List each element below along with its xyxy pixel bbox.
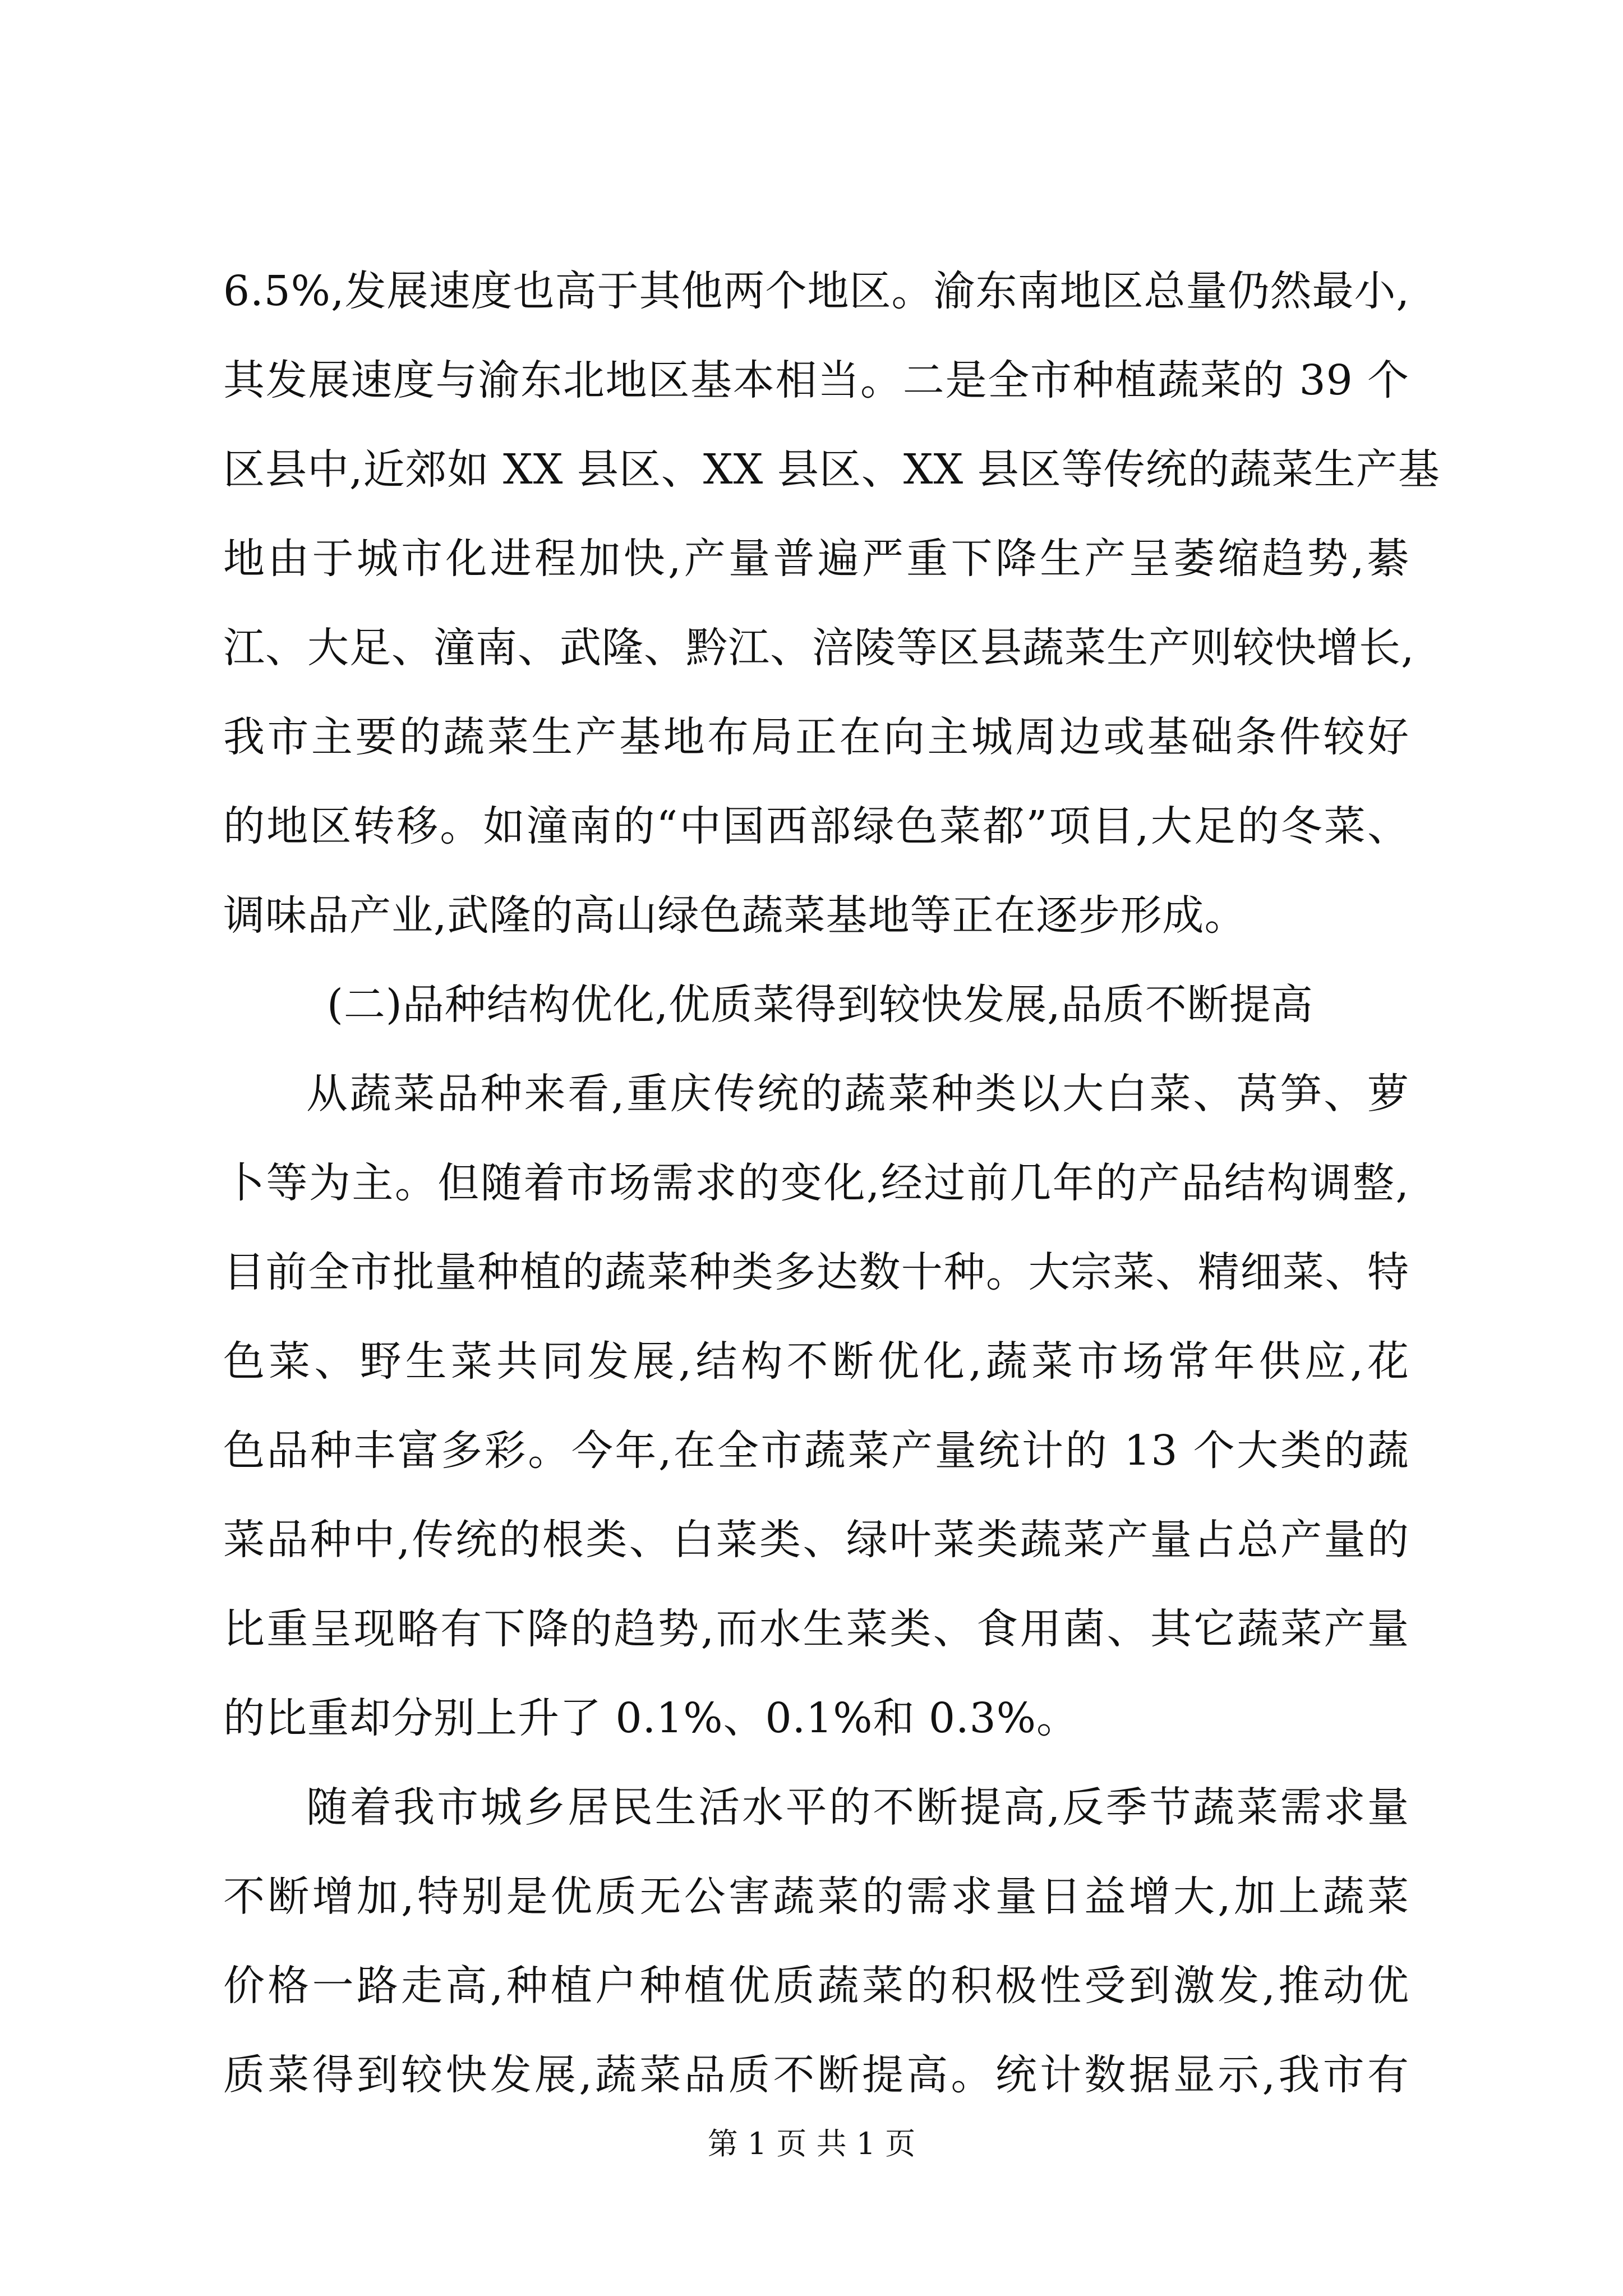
text-line: 随着我市城乡居民生活水平的不断提高,反季节蔬菜需求量 <box>306 1783 1409 1832</box>
text-line: 色菜、野生菜共同发展,结构不断优化,蔬菜市场常年供应,花 <box>223 1337 1409 1386</box>
text-line: 的地区转移。如潼南的“中国西部绿色菜都”项目,大足的冬菜、 <box>223 802 1409 850</box>
text-line: 的比重却分别上升了 0.1%、0.1%和 0.3%。 <box>223 1694 1079 1742</box>
text-line: 菜品种中,传统的根类、白菜类、绿叶菜类蔬菜产量占总产量的 <box>223 1516 1409 1564</box>
text-line: 我市主要的蔬菜生产基地布局正在向主城周边或基础条件较好 <box>223 713 1409 761</box>
text-line: 目前全市批量种植的蔬菜种类多达数十种。大宗菜、精细菜、特 <box>223 1248 1409 1296</box>
text-line: 江、大足、潼南、武隆、黔江、涪陵等区县蔬菜生产则较快增长, <box>223 624 1415 672</box>
text-line: 价格一路走高,种植户种植优质蔬菜的积极性受到激发,推动优 <box>223 1962 1409 2010</box>
text-line: 比重呈现略有下降的趋势,而水生菜类、食用菌、其它蔬菜产量 <box>223 1605 1409 1653</box>
text-line: 其发展速度与渝东北地区基本相当。二是全市种植蔬菜的 39 个 <box>223 356 1409 404</box>
text-line: 地由于城市化进程加快,产量普遍严重下降生产呈萎缩趋势,綦 <box>223 535 1409 583</box>
section-heading: (二)品种结构优化,优质菜得到较快发展,品质不断提高 <box>327 981 1313 1029</box>
text-line: 卜等为主。但随着市场需求的变化,经过前几年的产品结构调整, <box>223 1159 1409 1207</box>
text-line: 6.5%,发展速度也高于其他两个地区。渝东南地区总量仍然最小, <box>223 267 1410 315</box>
page-footer: 第 1 页 共 1 页 <box>707 2126 916 2161</box>
text-line: 调味品产业,武隆的高山绿色蔬菜基地等正在逐步形成。 <box>223 891 1247 940</box>
text-line: 质菜得到较快发展,蔬菜品质不断提高。统计数据显示,我市有 <box>223 2051 1409 2099</box>
text-line: 区县中,近郊如 XX 县区、XX 县区、XX 县区等传统的蔬菜生产基 <box>223 445 1440 494</box>
body-text <box>223 247 1440 2120</box>
text-line: 色品种丰富多彩。今年,在全市蔬菜产量统计的 13 个大类的蔬 <box>223 1427 1409 1475</box>
text-line: 从蔬菜品种来看,重庆传统的蔬菜种类以大白菜、莴笋、萝 <box>306 1070 1409 1118</box>
text-line: 不断增加,特别是优质无公害蔬菜的需求量日益增大,加上蔬菜 <box>223 1872 1409 1921</box>
